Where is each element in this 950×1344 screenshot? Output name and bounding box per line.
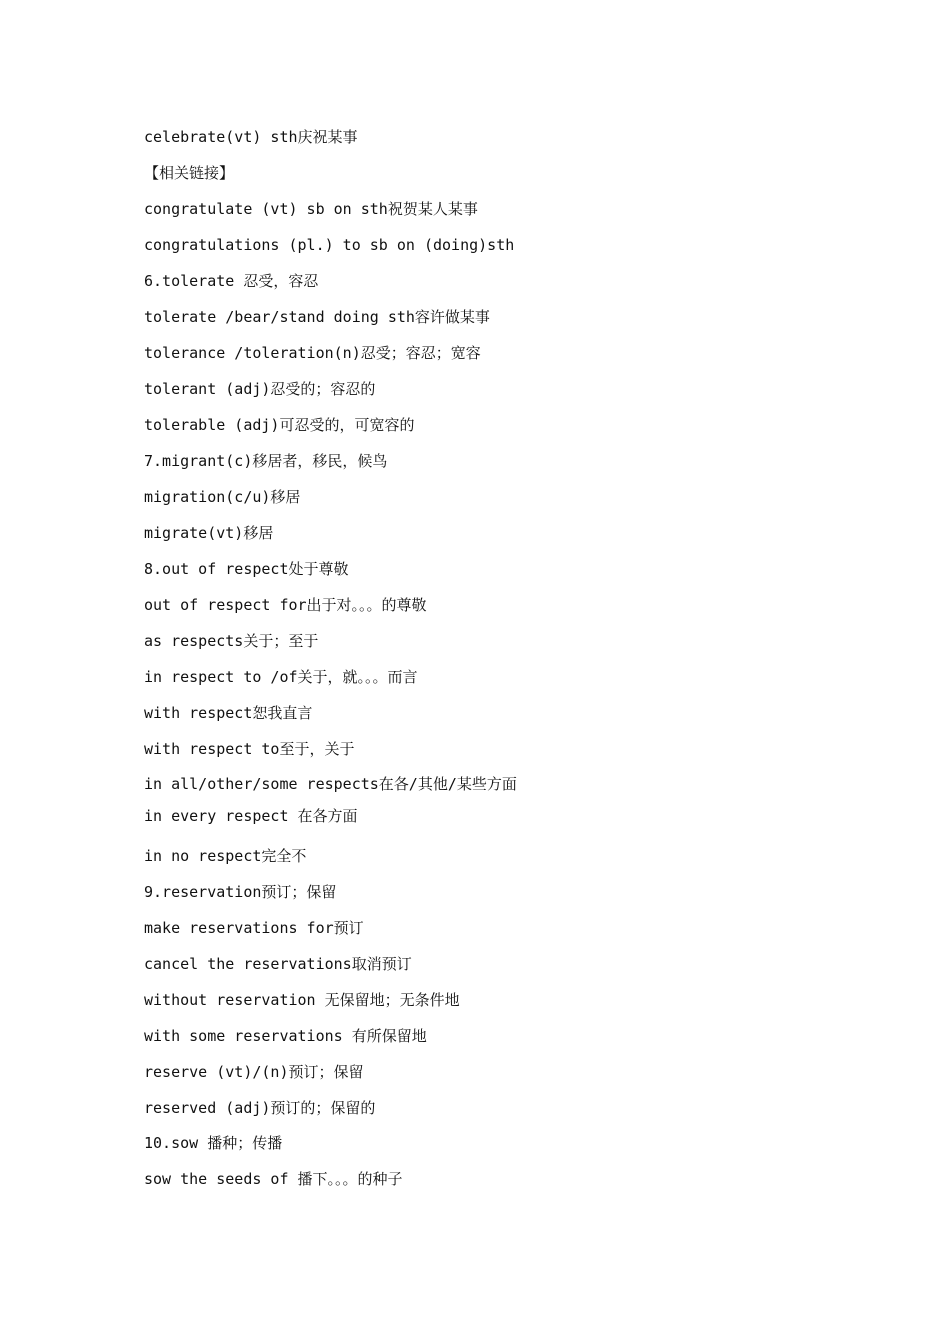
text-line: congratulations (pl.) to sb on (doing)sth <box>144 236 515 254</box>
text-line: without reservation 无保留地；无条件地 <box>144 991 460 1009</box>
text-line: migration(c/u)移居 <box>144 488 301 506</box>
entry-heading: 10.sow 播种；传播 <box>144 1134 283 1152</box>
text-line: tolerable (adj)可忍受的，可宽容的 <box>144 416 415 434</box>
text-line: tolerate /bear/stand doing sth容许做某事 <box>144 308 490 326</box>
text-line: as respects关于；至于 <box>144 632 319 650</box>
entry-heading: 9.reservation预订；保留 <box>144 883 337 901</box>
text-line: celebrate(vt) sth庆祝某事 <box>144 128 358 146</box>
text-line: tolerance /toleration(n)忍受；容忍；宽容 <box>144 344 481 362</box>
text-line: in all/other/some respects在各/其他/某些方面 <box>144 775 517 793</box>
text-line: with respect to至于，关于 <box>144 740 355 758</box>
text-line: reserve (vt)/(n)预订；保留 <box>144 1063 364 1081</box>
text-line: with respect恕我直言 <box>144 704 313 722</box>
entry-heading: 6.tolerate 忍受，容忍 <box>144 272 319 290</box>
text-line: migrate(vt)移居 <box>144 524 274 542</box>
text-line: in no respect完全不 <box>144 847 307 865</box>
text-line: in every respect 在各方面 <box>144 807 358 825</box>
section-heading: 【相关链接】 <box>144 164 235 182</box>
text-line: congratulate (vt) sb on sth祝贺某人某事 <box>144 200 478 218</box>
text-line: make reservations for预订 <box>144 919 364 937</box>
text-line: cancel the reservations取消预订 <box>144 955 412 973</box>
text-line: reserved (adj)预订的；保留的 <box>144 1099 376 1117</box>
text-line: out of respect for出于对。。。的尊敬 <box>144 596 427 614</box>
text-line: sow the seeds of 播下。。。的种子 <box>144 1170 403 1188</box>
entry-heading: 8.out of respect处于尊敬 <box>144 560 349 578</box>
text-line: tolerant (adj)忍受的；容忍的 <box>144 380 376 398</box>
text-line: with some reservations 有所保留地 <box>144 1027 427 1045</box>
text-line: in respect to /of关于，就。。。而言 <box>144 668 418 686</box>
entry-heading: 7.migrant(c)移居者，移民，候鸟 <box>144 452 388 470</box>
